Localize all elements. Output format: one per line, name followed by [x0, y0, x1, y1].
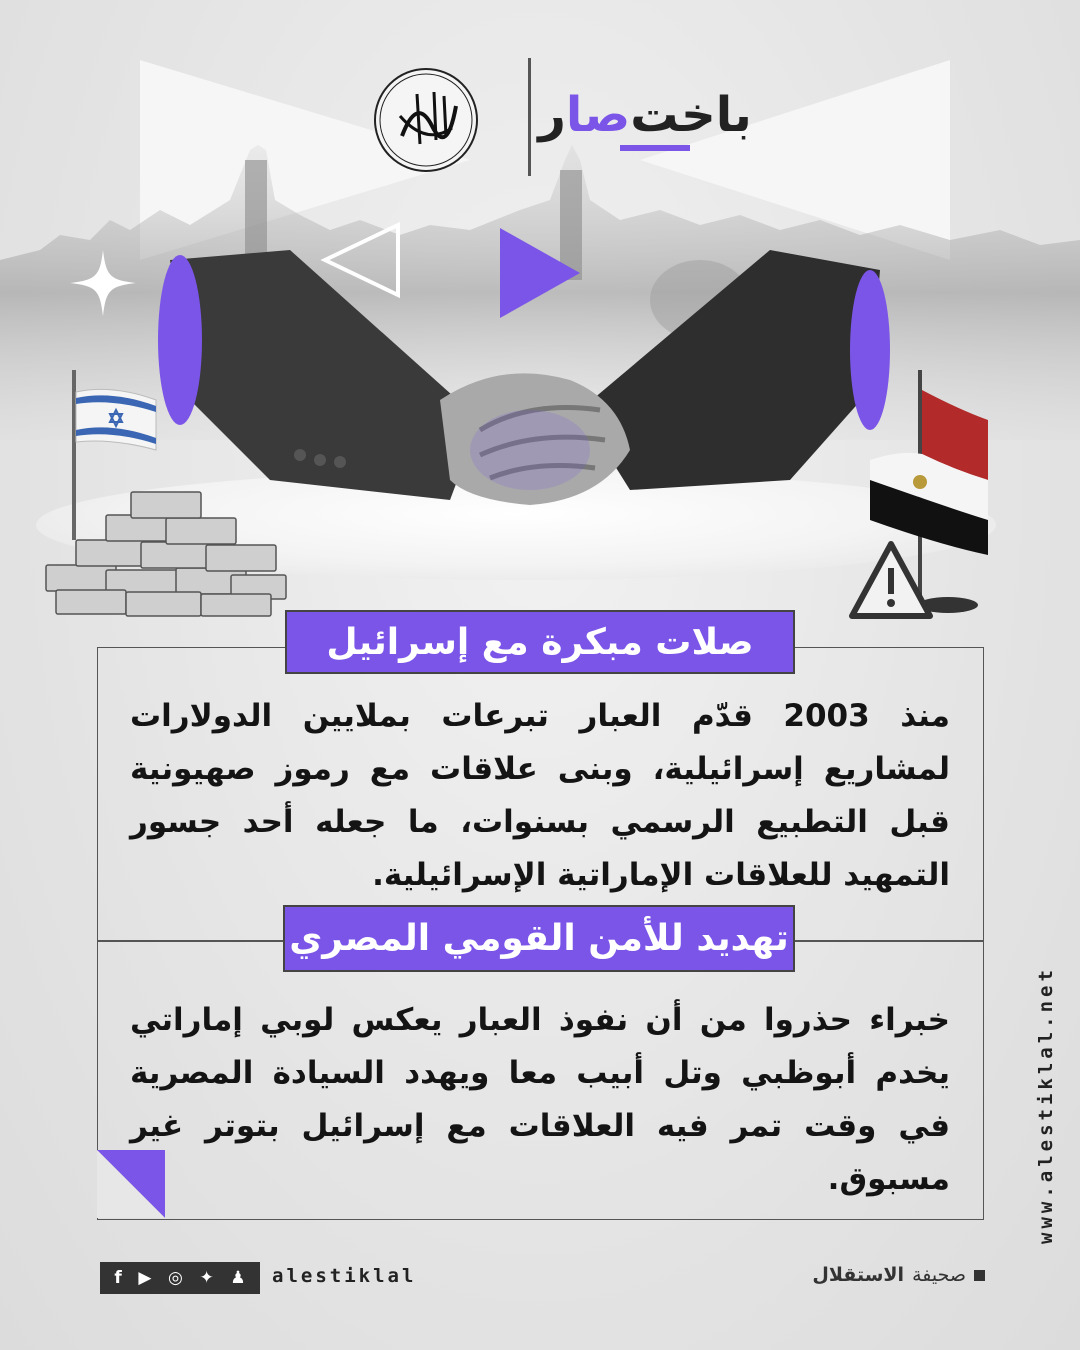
section-body-2: خبراء حذروا من أن نفوذ العبار يعكس لوبي إماراتي يخدم أبوظبي وتل أبيب معا ويهدد السيادة المصرية في وقت تمر فيه العلاقات مع إسرائيل بتوتر غير مسبوق.: [130, 1002, 950, 1197]
page-corner-fold: [97, 1150, 165, 1218]
section-body-1: منذ 2003 قدّم العبار تبرعات بملايين الدولارات لمشاريع إسرائيلية، وبنى علاقات مع رموز صهيونية قبل التطبيع الرسمي بسنوات، ما جعله أحد جسور التمهيد للعلاقات الإماراتية الإسرائيلية.: [130, 698, 951, 893]
section-title-2: تهديد للأمن القومي المصري: [283, 905, 795, 972]
youtube-icon[interactable]: ▶: [138, 1268, 152, 1288]
alestiklal-logo-seal: [372, 66, 480, 174]
footer-brand-name: الاستقلال: [812, 1264, 905, 1286]
warning-icon: [848, 540, 934, 620]
brand-prefix: باخت: [630, 87, 752, 143]
social-icons-bar: [100, 1262, 260, 1294]
facebook-icon[interactable]: f: [114, 1268, 122, 1288]
sparkle-icon: [70, 250, 136, 316]
brand-underline: [620, 145, 690, 151]
footer-square-icon: [974, 1270, 985, 1281]
israel-flag-image: [72, 370, 162, 540]
instagram-icon[interactable]: ◎: [168, 1268, 183, 1288]
brand-accent: صا: [565, 87, 631, 143]
header-divider: [528, 58, 531, 176]
snapchat-icon[interactable]: ♟: [230, 1268, 246, 1288]
footer-brand-prefix: صحيفة: [912, 1264, 966, 1286]
footer-brand: [812, 1264, 985, 1286]
website-url[interactable]: www.alestiklal.net: [1035, 966, 1057, 1244]
twitter-icon[interactable]: ✦: [199, 1268, 214, 1288]
social-handle[interactable]: alestiklal: [272, 1265, 417, 1287]
brand-title: [538, 80, 752, 150]
section-title-1: صلات مبكرة مع إسرائيل: [285, 610, 795, 674]
brand-suffix: ر: [538, 87, 566, 143]
